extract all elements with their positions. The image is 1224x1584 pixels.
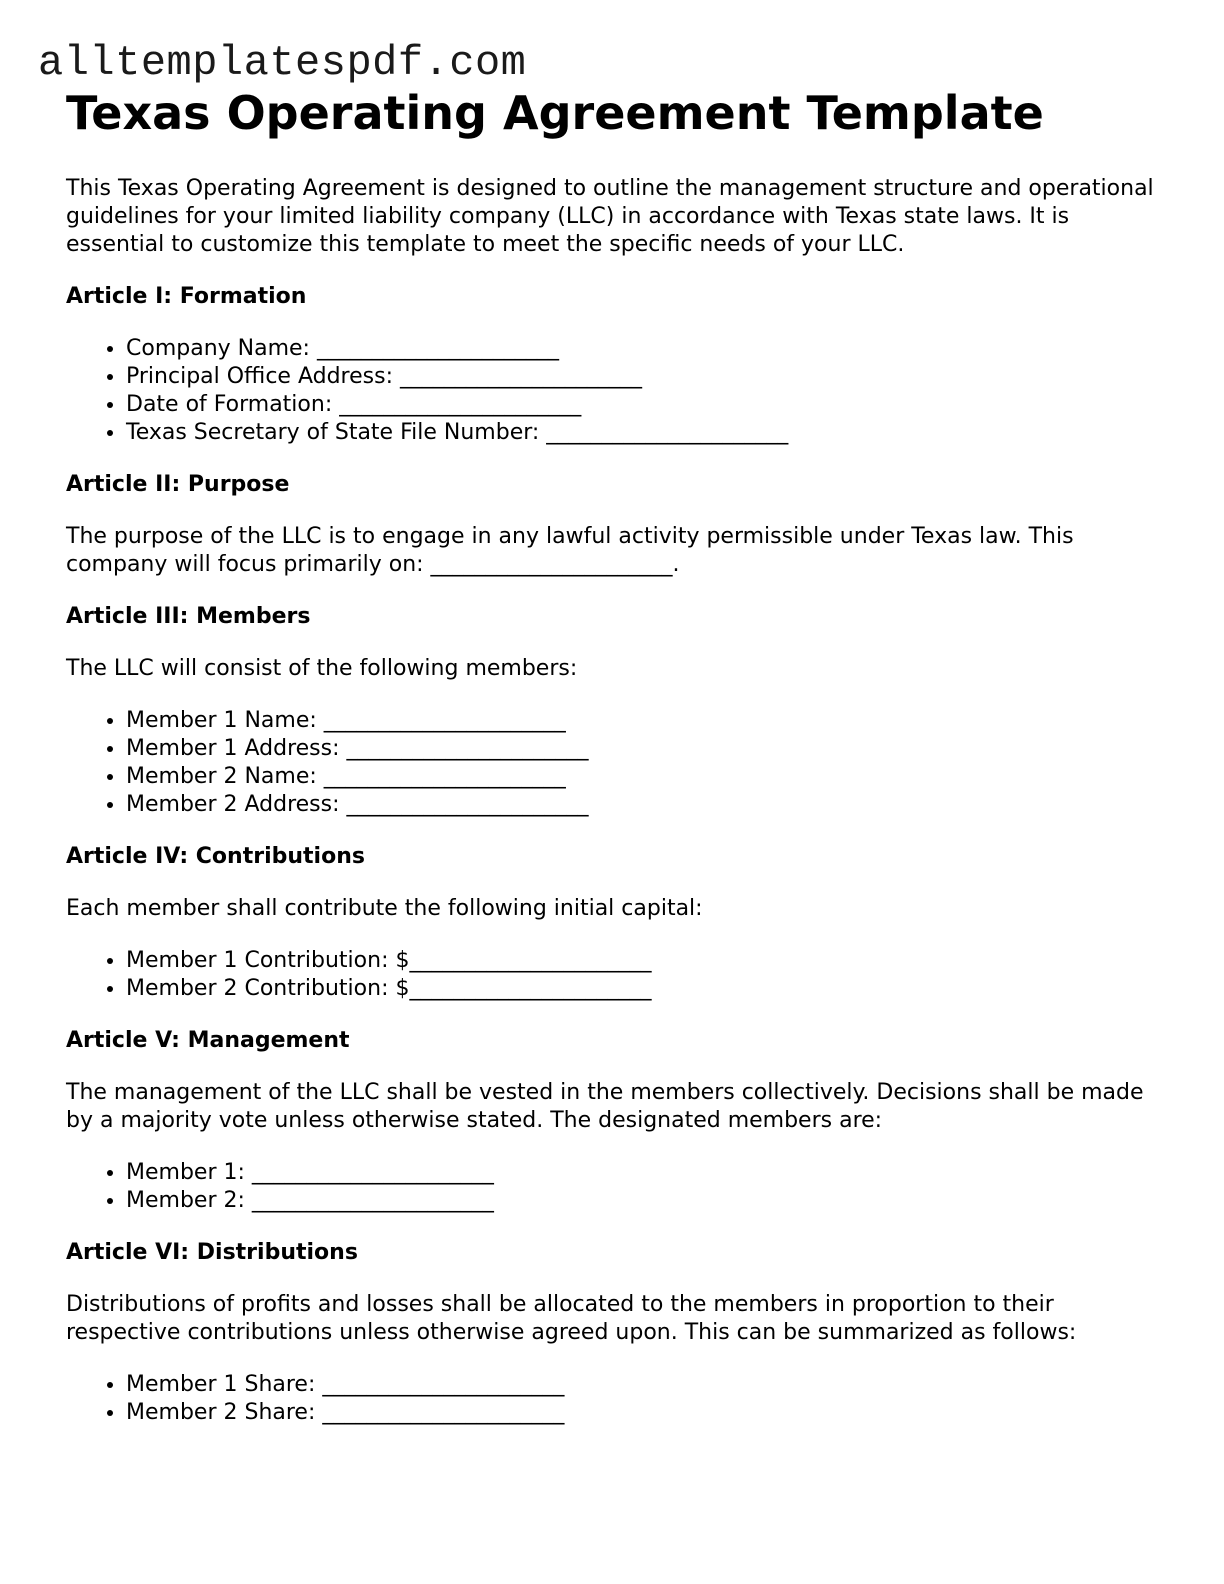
member-1-share-field: • Member 1 Share: ______________________ — [126, 1371, 1166, 1399]
article-2-heading: Article II: Purpose — [66, 472, 290, 497]
member-2-contribution-field: • Member 2 Contribution: $______________________ — [126, 975, 1166, 1003]
file-number-field: • Texas Secretary of State File Number: ______________________ — [126, 419, 1166, 447]
article-1-list — [66, 335, 1166, 447]
article-6-list — [66, 1371, 1166, 1427]
article-3-text: The LLC will consist of the following members: — [66, 656, 578, 681]
principal-office-field: • Principal Office Address: ______________________ — [126, 363, 1166, 391]
article-3-heading: Article III: Members — [66, 604, 311, 629]
article-1-heading: Article I: Formation — [66, 284, 307, 309]
article-5-heading: Article V: Management — [66, 1028, 350, 1053]
member-2-share-field: • Member 2 Share: ______________________ — [126, 1399, 1166, 1427]
article-5-text: The management of the LLC shall be vested in the members collectively. Decisions shall be made by a majority vote unless otherwise stated. The designated members are: — [66, 1080, 1144, 1133]
member-1-address-field: • Member 1 Address: ______________________ — [126, 735, 1166, 763]
member-1-name-field: • Member 1 Name: ______________________ — [126, 707, 1166, 735]
document-title: Texas Operating Agreement Template — [66, 86, 1044, 140]
designated-member-2-field: • Member 2: ______________________ — [126, 1187, 1166, 1215]
article-4-heading: Article IV: Contributions — [66, 844, 365, 869]
article-4-list — [66, 947, 1166, 1003]
company-name-field: • Company Name: ______________________ — [126, 335, 1166, 363]
article-5-list — [66, 1159, 1166, 1215]
article-4-text: Each member shall contribute the following initial capital: — [66, 896, 703, 921]
member-2-address-field: • Member 2 Address: ______________________ — [126, 791, 1166, 819]
date-of-formation-field: • Date of Formation: ______________________ — [126, 391, 1166, 419]
member-1-contribution-field: • Member 1 Contribution: $______________________ — [126, 947, 1166, 975]
intro-paragraph: This Texas Operating Agreement is designed to outline the management structure and operational guidelines for your limited liability company (LLC) in accordance with Texas state laws. It is essential to customize this template to meet the specific needs of your LLC. — [66, 176, 1154, 257]
article-6-text: Distributions of profits and losses shall be allocated to the members in proportion to their respective contributions unless otherwise agreed upon. This can be summarized as follows: — [66, 1292, 1077, 1345]
article-2-text: The purpose of the LLC is to engage in any lawful activity permissible under Texas law. This company will focus primarily on: ______________________. — [66, 524, 1074, 577]
member-2-name-field: • Member 2 Name: ______________________ — [126, 763, 1166, 791]
designated-member-1-field: • Member 1: ______________________ — [126, 1159, 1166, 1187]
document-body — [66, 175, 1166, 1451]
article-6-heading: Article VI: Distributions — [66, 1240, 358, 1265]
article-3-list — [66, 707, 1166, 819]
site-watermark: alltemplatespdf.com — [38, 39, 527, 87]
